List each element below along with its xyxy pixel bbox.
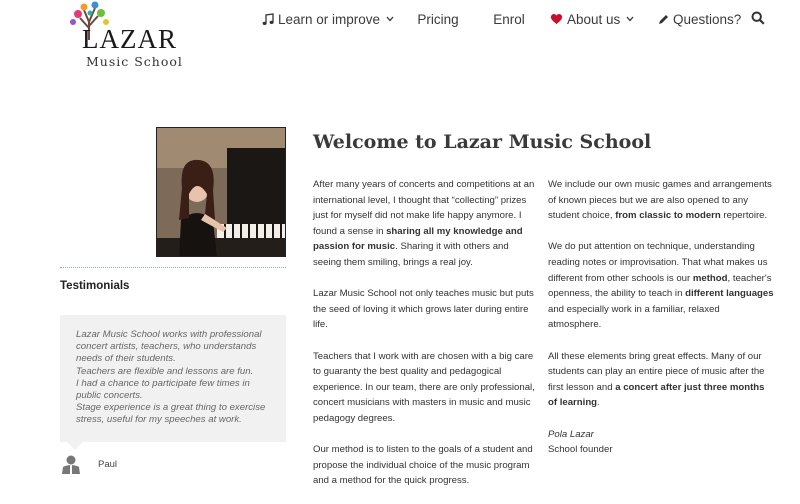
user-avatar-icon — [62, 454, 80, 479]
founder-portrait-image — [157, 128, 286, 257]
paragraph — [548, 177, 774, 224]
highlight-text: a concert after just three months of learning — [548, 381, 765, 409]
highlight-text: different languages — [685, 288, 774, 300]
highlight-text: sharing all my knowledge and passion for music — [313, 225, 523, 253]
paragraph — [548, 239, 774, 333]
testimonial-author: Paul — [98, 459, 118, 470]
signature-role: School founder — [548, 444, 613, 456]
nav-label: Enrol — [493, 11, 525, 27]
testimonial-line: needs of their students. — [76, 353, 176, 365]
paragraph — [548, 349, 774, 411]
nav-questions[interactable] — [658, 12, 741, 27]
signature-name: Pola Lazar — [548, 428, 594, 440]
paragraph: Teachers that I work with are chosen with a big care to guaranty the best quality and pedagogical experience. In our team, there are only professional, concert musicians with masters in music and music pedagogy degrees. — [313, 350, 535, 424]
nav-label: Pricing — [417, 11, 459, 27]
paragraph-text: . Sharing it with others and seeing them smiling, brings a real joy. — [313, 241, 509, 268]
paragraph-text: We include our own music games and arrangements of known pieces but we are also opened to any student choice, — [548, 179, 772, 222]
testimonial-quote-box — [60, 315, 286, 442]
testimonial-line: Lazar Music School works with professional — [76, 329, 262, 340]
heart-icon — [550, 13, 563, 25]
sidebar-divider — [60, 267, 286, 268]
paragraph-text: All these elements bring great effects. Many of our students can play an entire piece of music after the first lesson and — [548, 350, 765, 393]
nav-label: Questions? — [673, 11, 742, 27]
nav-about-us[interactable] — [550, 12, 642, 27]
paragraph-text: . — [597, 397, 600, 409]
paragraph: Our method is to listen to the goals of a student and propose the individual choice of the music program and a method for the quick progress. — [313, 444, 533, 487]
testimonial-line: I had a chance to participate few times in — [76, 377, 250, 389]
content-column-right — [548, 177, 774, 458]
paragraph-text: and especially work in a familiar, relaxed atmosphere. — [548, 303, 720, 331]
quote-pointer — [66, 441, 84, 450]
testimonial-line: Stage experience is a great thing to exercise — [76, 402, 266, 414]
testimonial-text — [76, 329, 270, 427]
paragraph-text: repertoire. — [720, 210, 768, 222]
chevron-down-icon — [386, 16, 394, 22]
nav-pricing[interactable] — [398, 12, 478, 27]
testimonials-heading: Testimonials — [60, 280, 130, 292]
nav-label: Learn or improve — [278, 11, 381, 27]
highlight-text: method — [692, 272, 728, 284]
logo-name: LAZAR — [82, 24, 177, 54]
testimonial-line: concert artists, teachers, who understands — [76, 341, 257, 353]
nav-learn-or-improve[interactable] — [262, 12, 388, 27]
highlight-text: from classic to modern — [615, 210, 721, 222]
music-note-icon — [262, 13, 274, 26]
paragraph: Lazar Music School not only teaches music but puts the seed of loving it which grows later during entire life. — [313, 288, 534, 331]
founder-photo — [156, 127, 286, 257]
paragraph-text: After many years of concerts and competitions at an international level, I thought that “collecting” prizes just for myself did not make life happy anymore. I found a sense in — [313, 179, 535, 237]
pencil-icon — [658, 14, 669, 25]
testimonial-line: public concerts. — [76, 390, 143, 402]
page-title: Welcome to Lazar Music School — [313, 131, 652, 153]
main-navigation — [262, 8, 741, 30]
chevron-down-icon — [626, 16, 634, 22]
school-logo[interactable] — [62, 0, 192, 72]
nav-label: About us — [567, 11, 621, 27]
testimonial-line: stress, useful for my speeches at work. — [76, 414, 242, 426]
paragraph-text: , teacher's openness, the ability to teach in — [548, 272, 772, 300]
logo-subtitle: Music School — [86, 54, 183, 69]
nav-enrol[interactable] — [478, 12, 540, 27]
content-column-left — [313, 177, 537, 504]
search-icon[interactable] — [751, 11, 765, 30]
paragraph-text: We do put attention on technique, understanding reading notes or improvisation. That what makes us different from other schools is our — [548, 241, 768, 284]
testimonial-line: Teachers are flexible and lessons are fun. — [76, 365, 254, 377]
paragraph — [313, 177, 537, 271]
